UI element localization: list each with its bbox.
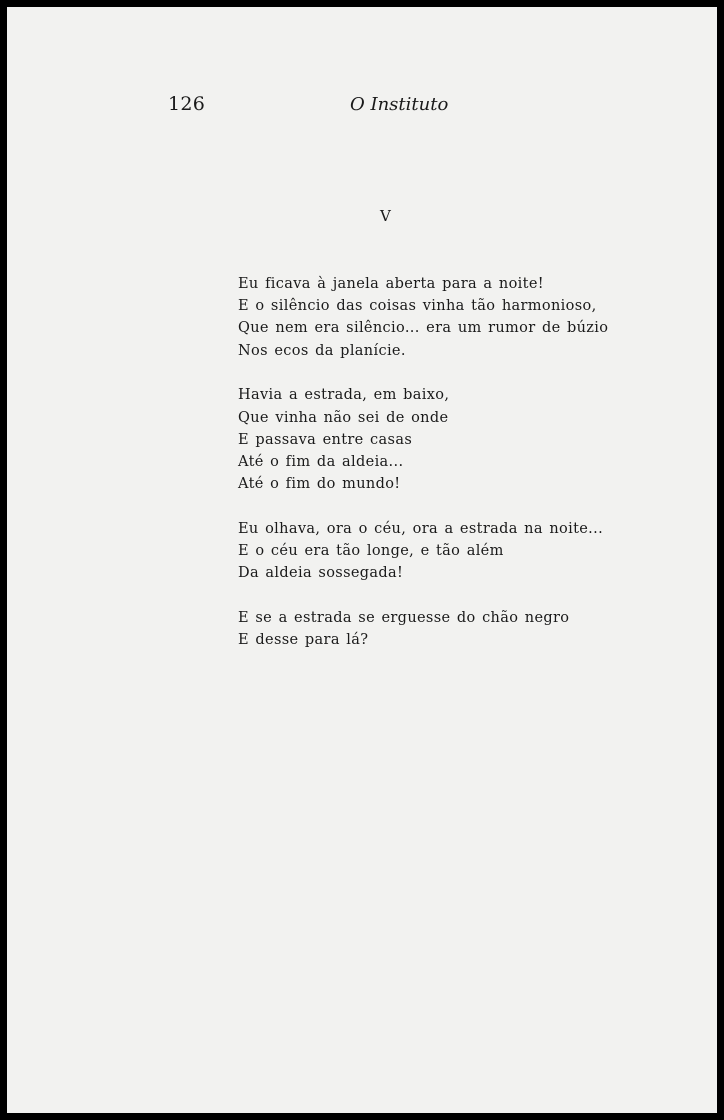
verse-line: Que vinha não sei de onde [238,409,449,426]
verse-line: E passava entre casas [238,431,413,448]
book-page [7,7,717,1113]
section-numeral: V [380,207,391,225]
verse-line: E o silêncio das coisas vinha tão harmonioso, [238,298,597,315]
running-title: O Instituto [350,94,449,115]
stanza-4 [238,607,608,651]
verse-line: Havia a estrada, em baixo, [238,387,450,404]
verse-line: Até o fim da aldeia... [238,454,404,471]
stanza-1 [238,273,608,362]
stanza-2 [238,384,608,495]
verse-line: Que nem era silêncio... era um rumor de búzio [238,320,609,337]
verse-line: Até o fim do mundo! [238,476,401,493]
verse-line: E desse para lá? [238,632,369,649]
verse-line: Da aldeia sossegada! [238,565,404,582]
verse-line: E se a estrada se erguesse do chão negro [238,610,570,627]
verse-line: E o céu era tão longe, e tão além [238,543,504,560]
poem [238,273,608,674]
verse-line: Eu olhava, ora o céu, ora a estrada na noite... [238,521,604,538]
page-number: 126 [168,93,206,115]
stanza-3 [238,518,608,585]
verse-line: Eu ficava à janela aberta para a noite! [238,276,544,292]
verse-line: Nos ecos da planície. [238,342,406,359]
